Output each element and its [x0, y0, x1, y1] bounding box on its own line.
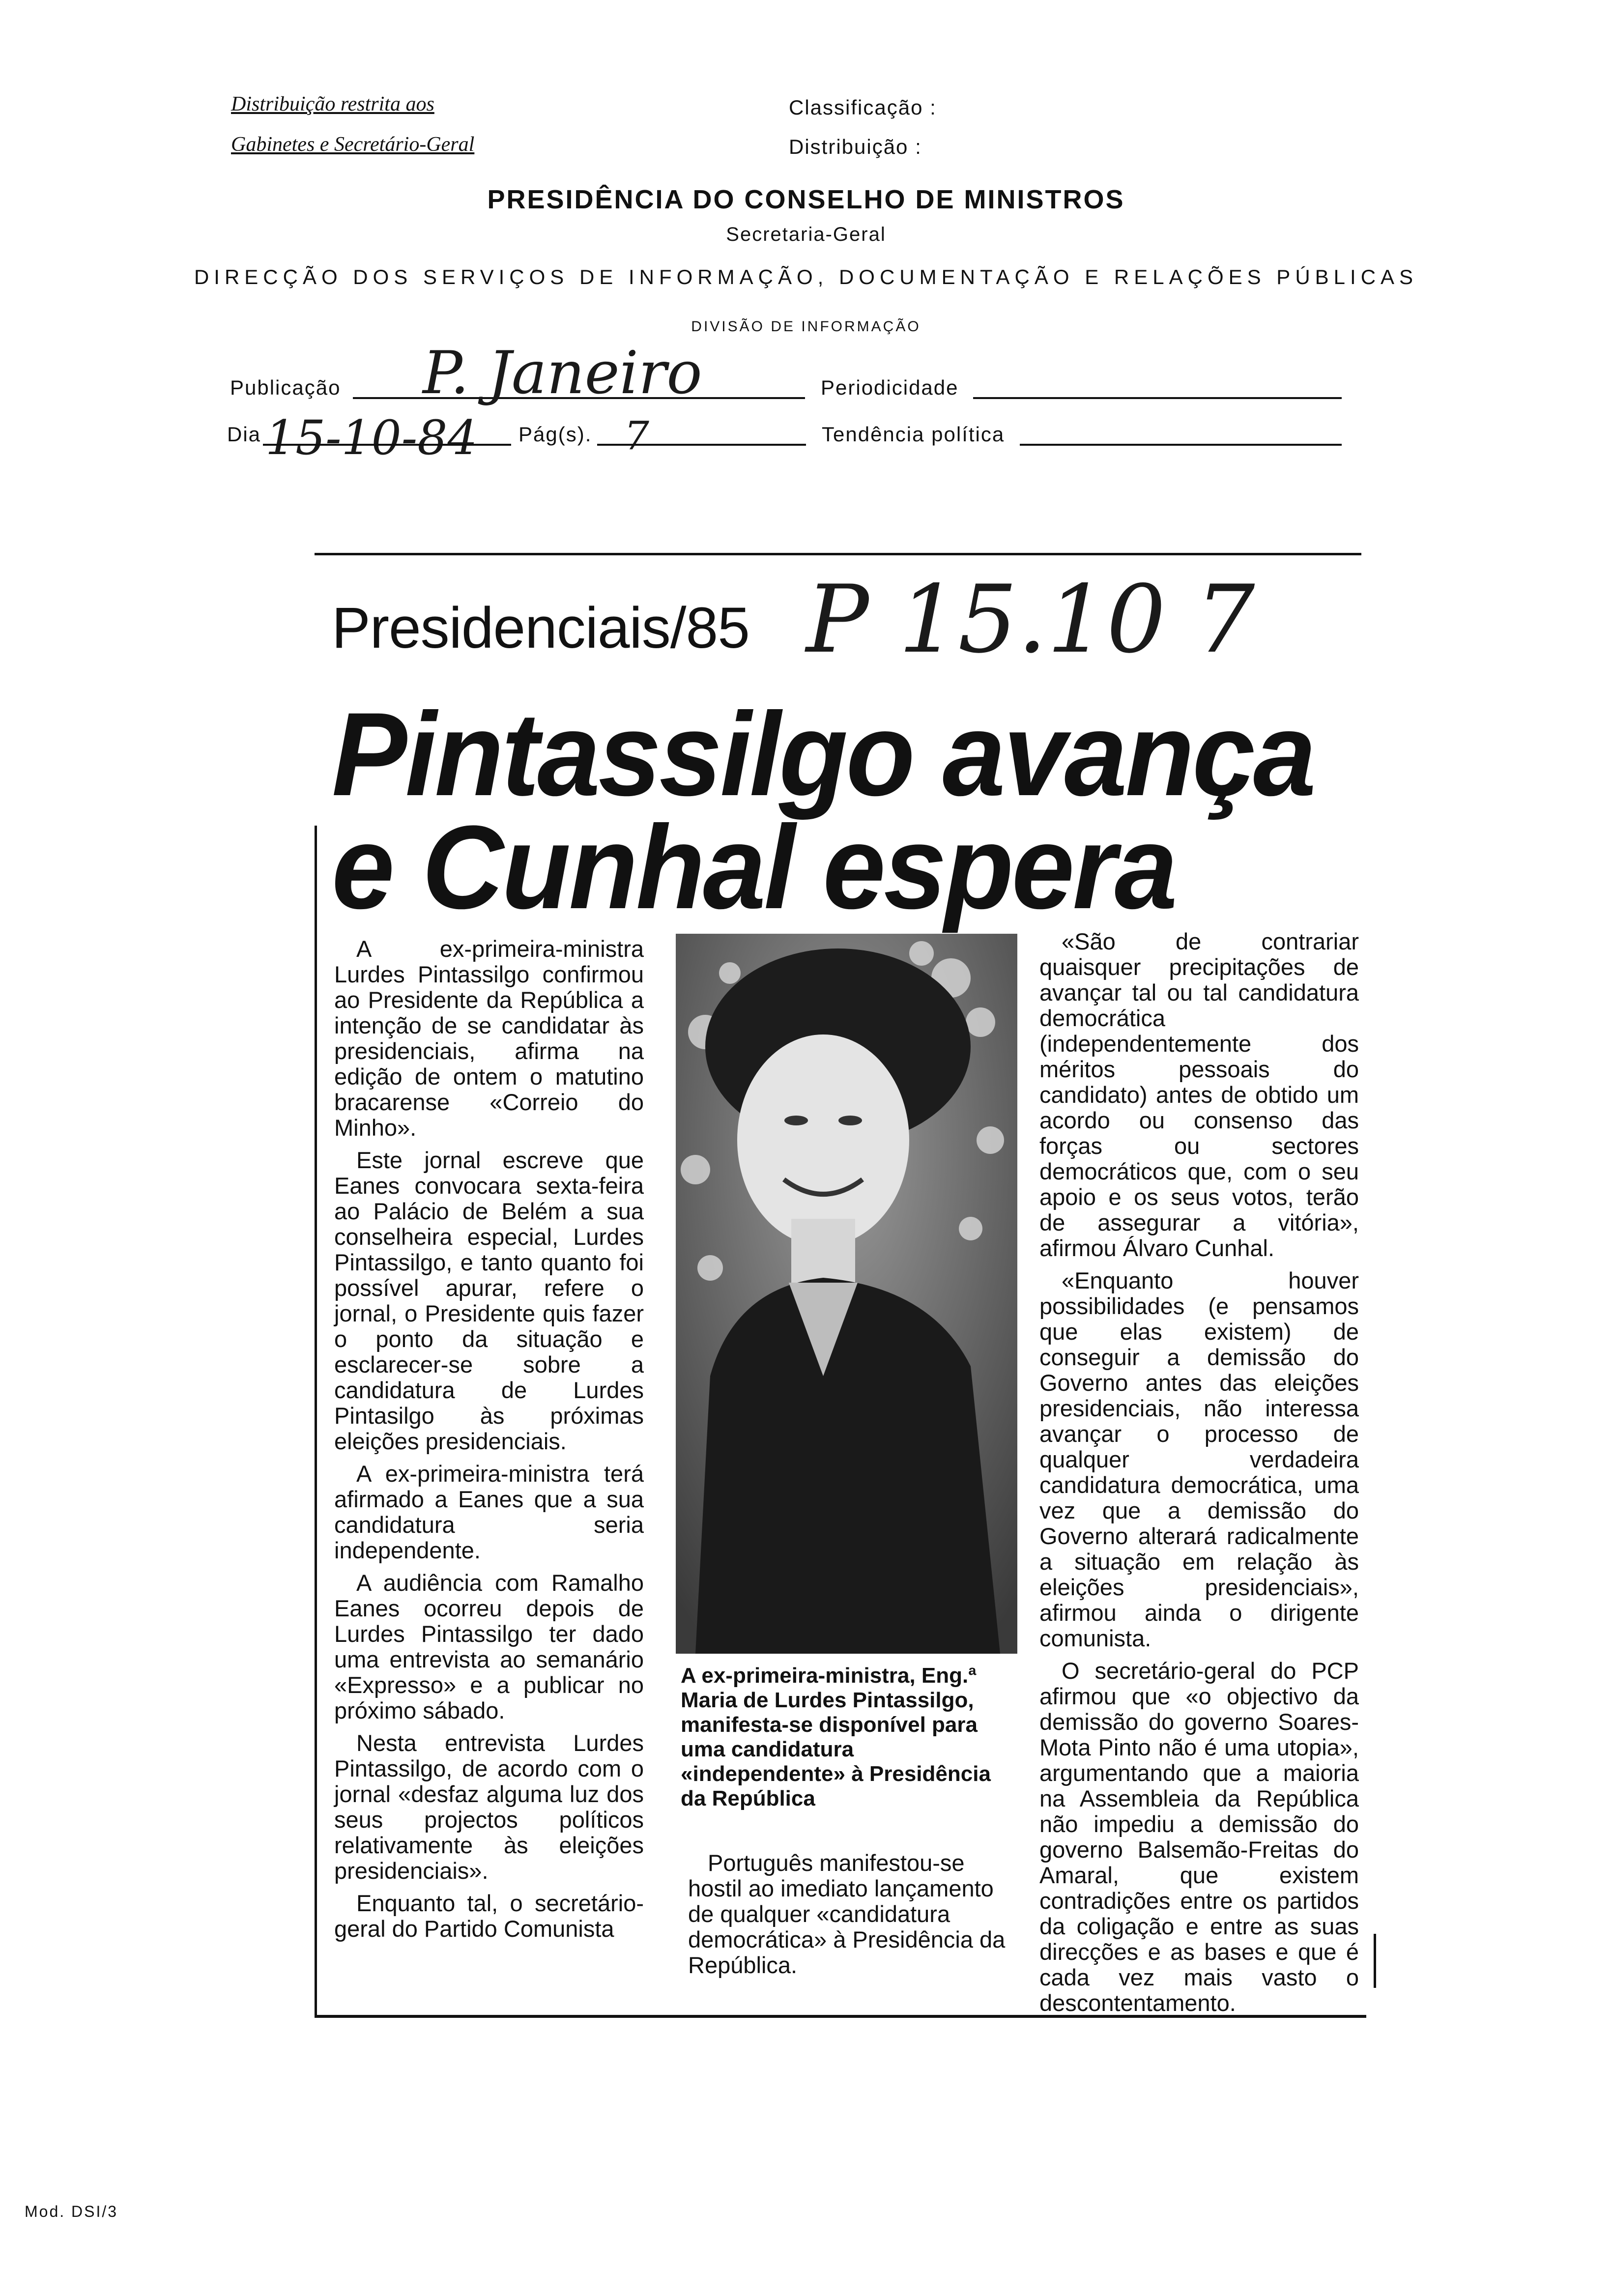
classificacao-label: Classificação : [789, 96, 937, 119]
article-column-1 [334, 936, 644, 1949]
handwritten-note: P 15.10 7 [806, 565, 1255, 674]
kicker: Presidenciais/85 [332, 596, 749, 660]
tendencia-label: Tendência política [822, 423, 1005, 446]
col3-paragraph: «Enquanto houver possibilidades (e pensamos que elas existem) de conseguir a demissão do Governo antes das eleições presidenciais, não interessa avançar o processo de qualquer verdadeira candidatura democrática, uma vez que a demissão do Governo alterará radicalmente a situação em relação às eleições presidenciais», afirmou ainda o dirigente comunista. [1039, 1267, 1359, 1651]
article-column-2-continuation: Português manifestou-se hostil ao imediato lançamento de qualquer «candidatura democrática» à Presidência da República. [688, 1850, 1006, 1978]
col1-paragraph: A ex-primeira-ministra terá afirmado a Eanes que a sua candidatura seria independente. [334, 1461, 644, 1563]
col1-paragraph: Enquanto tal, o secretário-geral do Partido Comunista [334, 1890, 644, 1942]
clipping-right-rule [1374, 1934, 1376, 1988]
portrait-photo [676, 934, 1017, 1654]
distribution-line-1: Distribuição restrita aos [231, 93, 434, 115]
secretaria-heading: Secretaria-Geral [726, 224, 886, 245]
publicacao-handwritten-value: P. Janeiro [423, 339, 702, 407]
pags-handwritten-value: 7 [624, 413, 649, 459]
dia-handwritten-value: 15-10-84 [265, 410, 478, 465]
headline-line-1: Pintassilgo avança [332, 688, 1314, 821]
clipping-top-rule [315, 553, 1361, 555]
clipping-left-rule [315, 826, 317, 2015]
periodicidade-label: Periodicidade [821, 376, 959, 399]
col1-paragraph: Este jornal escreve que Eanes convocara sexta-feira ao Palácio de Belém a sua conselheira especial, Lurdes Pintassilgo, e tanto quanto foi possível apurar, refere o jornal, o Presidente quis fazer o ponto da situação e esclarecer-se sobre a candidatura de Lurdes Pintasilgo às próximas eleições presidenciais. [334, 1147, 644, 1454]
photo-caption: A ex-primeira-ministra, Eng.ª Maria de Lurdes Pintassilgo, manifesta-se disponível para uma candidatura «independente» à Presidência da República [681, 1664, 991, 1810]
pags-line [597, 444, 806, 446]
model-tag: Mod. DSI/3 [25, 2203, 118, 2220]
col1-paragraph: A audiência com Ramalho Eanes ocorreu depois de Lurdes Pintassilgo ter dado uma entrevista ao semanário «Expresso» e a publicar no próximo sábado. [334, 1570, 644, 1723]
presidencia-heading: PRESIDÊNCIA DO CONSELHO DE MINISTROS [487, 185, 1125, 214]
portrait-illustration [676, 934, 1017, 1654]
col1-paragraph: A ex-primeira-ministra Lurdes Pintassilgo confirmou ao Presidente da República a intenção de se candidatar às presidenciais, afirma na edição de ontem o matutino bracarense «Correio do Minho». [334, 936, 644, 1141]
direccao-heading: DIRECÇÃO DOS SERVIÇOS DE INFORMAÇÃO, DOCUMENTAÇÃO E RELAÇÕES PÚBLICAS [194, 265, 1418, 288]
dia-line [263, 444, 511, 446]
divisao-heading: DIVISÃO DE INFORMAÇÃO [691, 318, 921, 335]
article-column-3 [1039, 929, 1359, 2023]
distribuicao-label: Distribuição : [789, 135, 922, 158]
pags-label: Pág(s). [518, 423, 592, 446]
dia-label: Dia [227, 423, 261, 446]
headline-line-2: e Cunhal espera [332, 801, 1176, 934]
periodicidade-line [973, 397, 1342, 399]
col1-paragraph: Nesta entrevista Lurdes Pintassilgo, de acordo com o jornal «desfaz alguma luz dos seus projectos políticos relativamente às eleições presidenciais». [334, 1730, 644, 1884]
distribution-line-2: Gabinetes e Secretário-Geral [231, 133, 475, 156]
col3-paragraph: «São de contrariar quaisquer precipitações de avançar tal ou tal candidatura democrática (independentemente dos méritos pessoais do candidato) antes de obtido um acordo ou consenso das forças ou sectores democráticos que, com o seu apoio e os seus votos, terão de assegurar a vitória», afirmou Álvaro Cunhal. [1039, 928, 1359, 1261]
publicacao-label: Publicação [230, 376, 341, 399]
col3-paragraph: O secretário-geral do PCP afirmou que «o objectivo da demissão do governo Soares-Mota Pinto não é uma utopia», argumentando que a maioria na Assembleia da República não impediu a demissão do governo Balsemão-Freitas do Amaral, que existem contradições entre os partidos da coligação e entre as suas direcções e as bases e que é cada vez mais vasto o descontentamento. [1039, 1658, 1359, 2016]
tendencia-line [1020, 444, 1342, 446]
